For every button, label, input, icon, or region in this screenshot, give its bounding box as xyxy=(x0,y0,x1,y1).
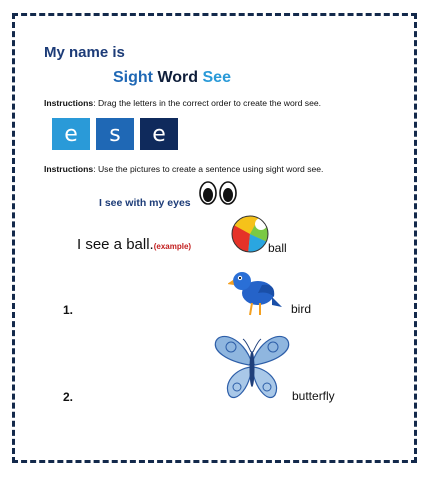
name-label: My name is xyxy=(44,44,125,61)
letter-tile-2[interactable]: s xyxy=(96,118,134,150)
instruction-2-label: Instructions xyxy=(44,164,94,174)
eyes-sentence: I see with my eyes xyxy=(99,197,191,209)
title-see: See xyxy=(202,69,231,86)
example-sentence xyxy=(77,236,191,253)
eyes-icon xyxy=(198,180,238,206)
item-number-1: 1. xyxy=(63,303,74,317)
page-title xyxy=(113,69,231,87)
example-tag: (example) xyxy=(153,242,192,251)
instruction-2-text: : Use the pictures to create a sentence using sight word see. xyxy=(93,164,324,174)
butterfly-icon xyxy=(213,333,291,403)
instruction-1-text: : Drag the letters in the correct order to create the word see. xyxy=(93,98,322,108)
item-number-2: 2. xyxy=(63,390,74,404)
bird-icon xyxy=(228,265,282,317)
ball-icon xyxy=(230,214,270,254)
butterfly-label: butterfly xyxy=(292,389,335,403)
ball-label: ball xyxy=(268,241,287,255)
letter-tiles xyxy=(52,118,178,150)
letter-tile-3[interactable]: e xyxy=(140,118,178,150)
instruction-1 xyxy=(44,98,321,108)
instruction-1-label: Instructions xyxy=(44,98,94,108)
instruction-2 xyxy=(44,164,323,174)
title-word: Word xyxy=(157,69,199,86)
example-sentence-text: I see a ball. xyxy=(77,236,154,253)
title-sight: Sight xyxy=(113,69,153,86)
bird-label: bird xyxy=(291,302,312,316)
letter-tile-1[interactable]: e xyxy=(52,118,90,150)
